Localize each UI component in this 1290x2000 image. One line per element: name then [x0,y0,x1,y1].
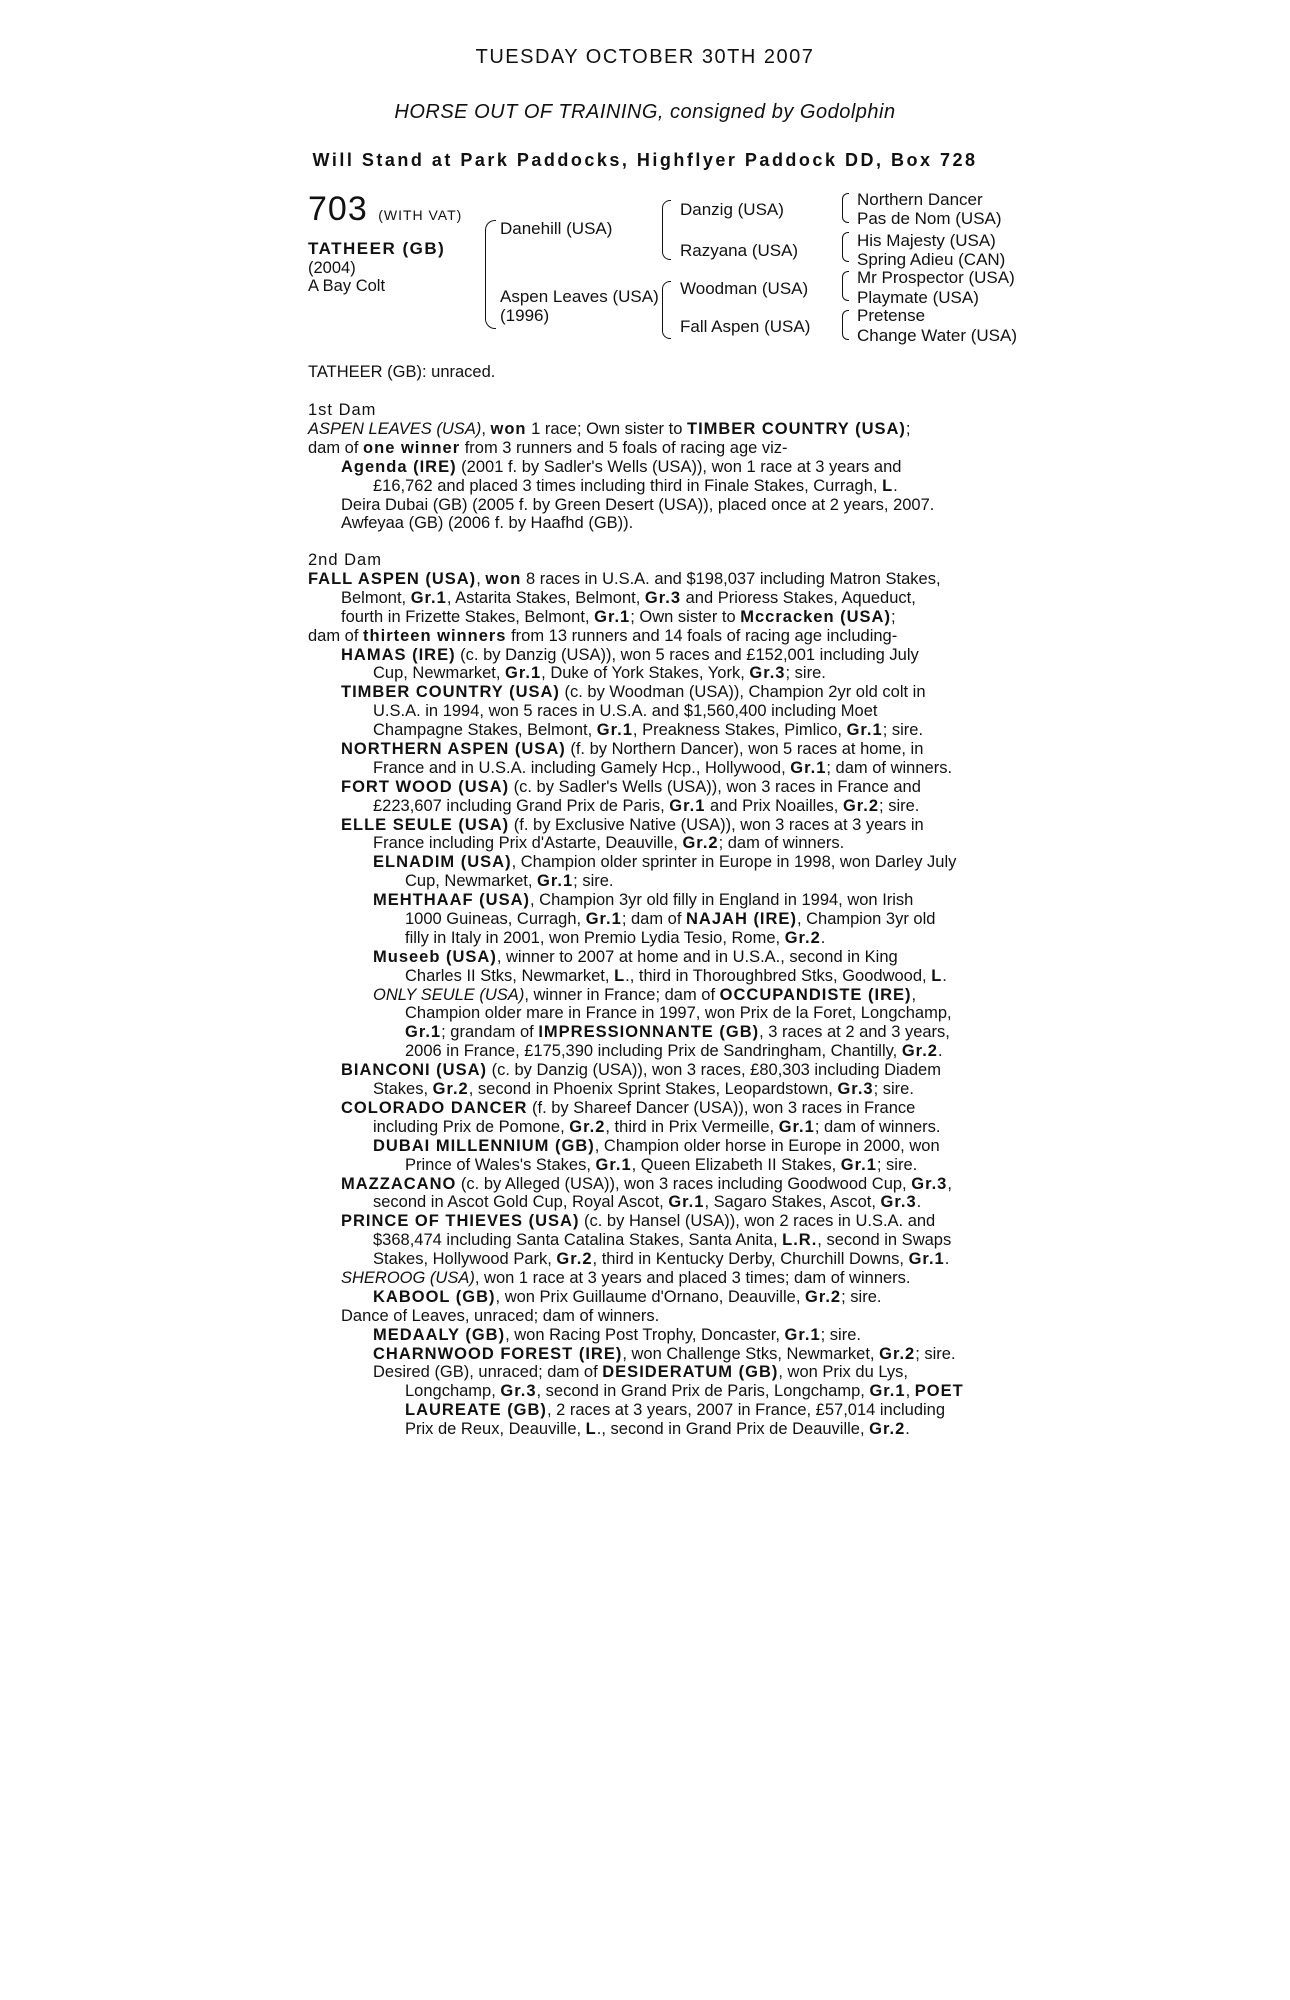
bold-text: FORT WOOD (USA) [341,777,510,796]
bold-text: Agenda (IRE) [341,457,457,476]
text-run: . [820,928,826,947]
second-dam-line [308,1231,964,1250]
text-run: , winner in France; dam of [524,985,720,1004]
text-run: . [944,1250,950,1269]
bold-text: Gr.1 [585,910,622,929]
vat-note: (WITH VAT) [378,207,463,223]
text-run: ; sire. [573,872,614,891]
second-dam-line [308,1269,964,1288]
text-run: , [947,1174,952,1193]
second-dam-line [308,1212,964,1231]
text-run: Dance of Leaves, unraced; dam of winners. [341,1306,660,1325]
bold-text: L [882,476,894,495]
text-run: (c. by Alleged (USA)), won 3 races including Goodwood Cup, [456,1174,912,1193]
text-run: from 13 runners and 14 foals of racing age including- [506,626,898,645]
text-run: 1 race; Own sister to [526,420,687,438]
text-run: Awfeyaa (GB) (2006 f. by Haafhd (GB)). [341,514,634,533]
text-run: and Prioress Stakes, Aqueduct, [681,588,916,607]
bold-text: Gr.1 [505,664,542,683]
text-run: ; dam of winners. [826,758,953,777]
bold-text: MEDAALY (GB) [373,1325,506,1344]
bold-text: Gr.1 [840,1155,877,1174]
text-run: Stakes, Hollywood Park, [373,1250,557,1269]
second-dam-line [308,1042,964,1061]
second-dam-line [308,797,964,816]
text-run: Prix de Reux, Deauville, [405,1420,586,1439]
text-run: ; sire. [820,1325,861,1344]
text-run: Champion older mare in France in 1997, won Prix de la Foret, Longchamp, [405,1004,952,1023]
text-run: France including Prix d'Astarte, Deauville, [373,834,683,853]
pedigree-g3-8: Change Water (USA) [857,326,1017,345]
bold-text: Gr.1 [790,758,827,777]
second-dam-line [308,1080,964,1099]
italic-text: ASPEN LEAVES (USA) [308,420,482,438]
text-run: £16,762 and placed 3 times including third in Finale Stakes, Curragh, [373,476,883,495]
text-run: ; dam of winners. [814,1117,941,1136]
text-run: ; sire. [876,1155,918,1174]
second-dam-line [308,570,964,589]
text-run: , Sagaro Stakes, Ascot, [704,1193,881,1212]
bold-text: Gr.2 [869,1420,906,1439]
text-run: , won Racing Post Trophy, Doncaster, [505,1325,785,1344]
text-run: , won Prix Guillaume d'Ornano, Deauville, [495,1287,805,1306]
bold-text: PRINCE OF THIEVES (USA) [341,1212,580,1231]
bold-text: Gr.1 [778,1117,815,1136]
text-run: (c. by Woodman (USA)), Champion 2yr old colt in [559,683,926,702]
second-dam-line [308,834,964,853]
text-run: Longchamp, [405,1382,501,1401]
bold-text: Gr.1 [846,721,883,740]
second-dam-line [308,1250,964,1269]
text-run: , 2 races at 3 years, 2007 in France, £57,014 including [546,1401,946,1420]
second-dam-line [308,1193,964,1212]
second-dam-line [308,702,964,721]
text-run: ; sire. [873,1080,914,1099]
text-run: (f. by Northern Dancer), won 5 races at home, in [565,740,924,759]
text-run: , second in Phoenix Sprint Stakes, Leopardstown, [468,1080,838,1099]
second-dam-line [308,1156,964,1175]
bold-text: Gr.3 [837,1080,874,1099]
text-run: (2001 f. by Sadler's Wells (USA)), won 1 race at 3 years and [456,457,902,476]
second-dam-section [308,570,964,1439]
bold-text: MEHTHAAF (USA) [373,891,530,910]
text-run: dam of [308,438,364,457]
text-run: , Astarita Stakes, Belmont, [446,588,645,607]
second-dam-line [308,778,964,797]
second-dam-line [308,664,964,683]
bold-text: Gr.3 [644,588,682,607]
bold-text: KABOOL (GB) [373,1287,496,1306]
second-dam-line [308,1137,964,1156]
second-dam-line [308,967,964,986]
bold-text: Mccracken (USA) [740,607,891,626]
text-run: ; [905,420,911,438]
page-date-header: TUESDAY OCTOBER 30TH 2007 [475,46,815,68]
second-dam-line [308,1420,964,1439]
text-run: , Duke of York Stakes, York, [541,664,750,683]
second-dam-line [308,1099,964,1118]
second-dam-line [308,683,964,702]
second-dam-line [308,1401,964,1420]
text-run: , second in Swaps [817,1231,952,1250]
bold-text: Gr.1 [596,721,633,740]
text-run: . [942,966,947,985]
text-run: , third in Prix Vermeille, [605,1117,779,1136]
bold-text: TIMBER COUNTRY (USA) [341,683,560,702]
text-run: Cup, Newmarket, [373,664,506,683]
bold-text: Gr.1 [869,1382,906,1401]
bold-text: COLORADO DANCER [341,1098,528,1117]
second-dam-line [308,1382,964,1401]
bold-text: Gr.1 [668,1193,705,1212]
second-dam-heading: 2nd Dam [308,551,382,569]
bold-text: Gr.1 [537,872,574,891]
text-run: ; sire. [882,721,924,740]
second-dam-line [308,646,964,665]
second-dam-line [308,1061,964,1080]
first-dam-line [308,458,934,477]
pedigree-brace-gen2-bottom [662,281,671,339]
bold-text: DUBAI MILLENNIUM (GB) [373,1136,595,1155]
text-run: (f. by Exclusive Native (USA)), won 3 races at 3 years in [509,815,924,834]
text-run: ; [890,607,896,626]
bold-text: L [931,966,943,985]
stand-location: Will Stand at Park Paddocks, Highflyer Paddock DD, Box 728 [312,150,978,170]
text-run: , Champion older sprinter in Europe in 1998, won Darley July [511,853,957,872]
text-run: (c. by Hansel (USA)), won 2 races in U.S.A. and [579,1212,936,1231]
bold-text: Gr.1 [405,1023,442,1042]
text-run: , won Challenge Stks, Newmarket, [622,1344,880,1363]
text-run: , won 1 race at 3 years and placed 3 times; dam of winners. [474,1268,911,1287]
italic-text: ONLY SEULE (USA) [373,985,525,1004]
bold-text: L [585,1420,597,1439]
second-dam-line [308,1326,964,1345]
second-dam-line [308,1023,964,1042]
first-dam-line [308,477,934,496]
second-dam-line [308,1363,964,1382]
second-dam-line [308,1288,964,1307]
pedigree-g3-1: Northern Dancer [857,190,983,209]
first-dam-section [308,420,934,533]
bold-text: Gr.3 [749,664,786,683]
bold-text: Gr.1 [595,1155,632,1174]
bold-text: won [490,420,527,438]
second-dam-line [308,1345,964,1364]
second-dam-line [308,1004,964,1023]
text-run: ; sire. [879,796,920,815]
text-run: ., second in Grand Prix de Deauville, [596,1420,870,1439]
text-run: , winner to 2007 at home and in U.S.A., second in King [496,947,898,966]
text-run: 8 races in U.S.A. and $198,037 including Matron Stakes, [521,570,941,588]
horse-name: TATHEER (GB) [308,239,446,258]
text-run: (c. by Danzig (USA)), won 5 races and £152,001 including July [455,645,919,664]
bold-text: L.R. [782,1231,818,1250]
pedigree-brace-gen3-2 [842,232,849,262]
bold-text: Gr.2 [805,1287,842,1306]
pedigree-g3-6: Playmate (USA) [857,288,979,307]
text-run: ; dam of winners. [718,834,845,853]
bold-text: Gr.1 [784,1325,821,1344]
pedigree-dam-sire: Woodman (USA) [680,279,809,298]
text-run: , Queen Elizabeth II Stakes, [631,1155,841,1174]
pedigree-sire-sire: Danzig (USA) [680,200,784,219]
text-run: ; grandam of [441,1023,539,1042]
bold-text: DESIDERATUM (GB) [602,1363,779,1382]
horse-description: A Bay Colt [308,277,386,295]
bold-text: Gr.2 [556,1250,593,1269]
text-run: £223,607 including Grand Prix de Paris, [373,796,670,815]
text-run: , Preakness Stakes, Pimlico, [632,721,847,740]
bold-text: Gr.2 [842,796,880,815]
bold-text: IMPRESSIONNANTE (GB) [538,1023,760,1042]
second-dam-line [308,910,964,929]
text-run: (c. by Danzig (USA)), won 3 races, £80,303 including Diadem [487,1061,941,1080]
pedigree-sire-dam: Razyana (USA) [680,241,799,260]
second-dam-line [308,740,964,759]
bold-text: won [485,570,522,588]
race-summary: TATHEER (GB): unraced. [308,363,496,381]
second-dam-line [308,1175,964,1194]
text-run: , [905,1382,915,1401]
text-run: , 3 races at 2 and 3 years, [759,1023,950,1042]
text-run: (f. by Shareef Dancer (USA)), won 3 races in France [527,1098,916,1117]
bold-text: BIANCONI (USA) [341,1061,487,1080]
pedigree-brace-gen3-3 [842,271,849,301]
text-run: Cup, Newmarket, [405,872,538,891]
text-run: second in Ascot Gold Cup, Royal Ascot, [373,1193,669,1212]
pedigree-g3-7: Pretense [857,306,926,325]
bold-text: Gr.3 [911,1174,948,1193]
bold-text: MAZZACANO [341,1174,457,1193]
bold-text: HAMAS (IRE) [341,645,456,664]
second-dam-line [308,816,964,835]
consignment-line: HORSE OUT OF TRAINING, consigned by Godolphin [394,101,896,123]
bold-text: Gr.2 [682,834,719,853]
first-dam-line [308,420,934,439]
text-run: Stakes, [373,1080,433,1099]
text-run: , Champion 3yr old filly in England in 1994, won Irish [529,891,914,910]
second-dam-line [308,1307,964,1326]
text-run: Belmont, [341,588,411,607]
bold-text: Gr.1 [410,588,447,607]
bold-text: Gr.3 [500,1382,537,1401]
bold-text: ELLE SEULE (USA) [341,815,510,834]
text-run: . [937,1042,943,1061]
text-run: , third in Kentucky Derby, Churchill Downs, [592,1250,909,1269]
text-run: Prince of Wales's Stakes, [405,1155,596,1174]
pedigree-dam-dam: Fall Aspen (USA) [680,317,811,336]
text-run: from 3 runners and 5 foals of racing age viz- [460,438,788,457]
italic-text: SHEROOG (USA) [341,1268,475,1287]
second-dam-line [308,627,964,646]
text-run: ; dam of [621,910,687,929]
lot-number [308,190,462,229]
bold-text: Museeb (USA) [373,947,497,966]
text-run: , Champion older horse in Europe in 2000, won [594,1136,940,1155]
text-run: U.S.A. in 1994, won 5 races in U.S.A. and $1,560,400 including Moet [373,702,878,721]
text-run: ; sire. [785,664,826,683]
pedigree-sire: Danehill (USA) [500,219,613,238]
text-run: , Champion 3yr old [796,910,936,929]
text-run: including Prix de Pomone, [373,1117,570,1136]
bold-text: POET [914,1382,964,1401]
pedigree-g3-5: Mr Prospector (USA) [857,268,1015,287]
bold-text: Gr.1 [594,607,631,626]
bold-text: NORTHERN ASPEN (USA) [341,740,566,759]
bold-text: NAJAH (IRE) [686,910,797,929]
first-dam-line [308,439,934,458]
pedigree-dam: Aspen Leaves (USA) [500,287,659,306]
bold-text: ELNADIM (USA) [373,853,512,872]
text-run: 2006 in France, £175,390 including Prix de Sandringham, Chantilly, [405,1042,902,1061]
text-run: France and in U.S.A. including Gamely Hcp., Hollywood, [373,758,791,777]
second-dam-line [308,929,964,948]
bold-text: Gr.2 [569,1117,606,1136]
bold-text: FALL ASPEN (USA) [308,570,477,588]
bold-text: one winner [363,438,461,457]
second-dam-line [308,948,964,967]
second-dam-line [308,608,964,627]
text-run: , [481,420,491,438]
text-run: Charles II Stks, Newmarket, [405,966,615,985]
second-dam-line [308,589,964,608]
second-dam-line [308,853,964,872]
text-run: , second in Grand Prix de Paris, Longchamp, [536,1382,870,1401]
text-run: $368,474 including Santa Catalina Stakes, Santa Anita, [373,1231,783,1250]
second-dam-line [308,759,964,778]
horse-year: (2004) [308,259,356,277]
text-run: , [911,985,917,1004]
text-run: . [905,1420,910,1439]
text-run: , [476,570,486,588]
text-run: Deira Dubai (GB) (2005 f. by Green Desert (USA)), placed once at 2 years, 2007. [341,495,935,514]
lot-number-value: 703 [308,190,368,228]
first-dam-heading: 1st Dam [308,401,377,419]
text-run: 1000 Guineas, Curragh, [405,910,586,929]
bold-text: Gr.3 [880,1193,917,1212]
text-run: , won Prix du Lys, [778,1363,908,1382]
text-run: fourth in Frizette Stakes, Belmont, [341,607,595,626]
pedigree-g3-4: Spring Adieu (CAN) [857,250,1006,269]
bold-text: TIMBER COUNTRY (USA) [686,420,906,438]
bold-text: LAUREATE (GB) [405,1401,547,1420]
text-run: ; Own sister to [630,607,741,626]
second-dam-line [308,1118,964,1137]
pedigree-g3-3: His Majesty (USA) [857,231,996,250]
text-run: filly in Italy in 2001, won Premio Lydia Tesio, Rome, [405,928,785,947]
pedigree-brace-gen2-top [662,200,671,260]
first-dam-line [308,496,934,515]
text-run: ; sire. [841,1287,882,1306]
bold-text: Gr.1 [908,1250,945,1269]
text-run: Desired (GB), unraced; dam of [373,1363,603,1382]
bold-text: Gr.2 [901,1042,938,1061]
text-run: Champagne Stakes, Belmont, [373,721,597,740]
text-run: . [893,476,898,495]
first-dam-line [308,514,934,533]
pedigree-g3-2: Pas de Nom (USA) [857,209,1002,228]
pedigree-dam-year: (1996) [500,306,550,325]
bold-text: L [614,966,626,985]
text-run: ; sire. [915,1344,956,1363]
bold-text: CHARNWOOD FOREST (IRE) [373,1344,623,1363]
second-dam-line [308,872,964,891]
pedigree-brace-gen1 [485,220,496,329]
bold-text: Gr.2 [432,1080,469,1099]
text-run: . [916,1193,922,1212]
text-run: ., third in Thoroughbred Stks, Goodwood, [625,966,932,985]
bold-text: Gr.1 [669,796,706,815]
pedigree-brace-gen3-4 [842,310,849,340]
pedigree-brace-gen3-1 [842,193,849,223]
bold-text: OCCUPANDISTE (IRE) [719,985,912,1004]
text-run: (c. by Sadler's Wells (USA)), won 3 races in France and [509,777,921,796]
bold-text: Gr.2 [784,928,821,947]
second-dam-line [308,891,964,910]
bold-text: thirteen winners [363,626,507,645]
text-run: and Prix Noailles, [705,796,843,815]
text-run: dam of [308,626,364,645]
second-dam-line [308,986,964,1005]
second-dam-line [308,721,964,740]
bold-text: Gr.2 [879,1344,916,1363]
